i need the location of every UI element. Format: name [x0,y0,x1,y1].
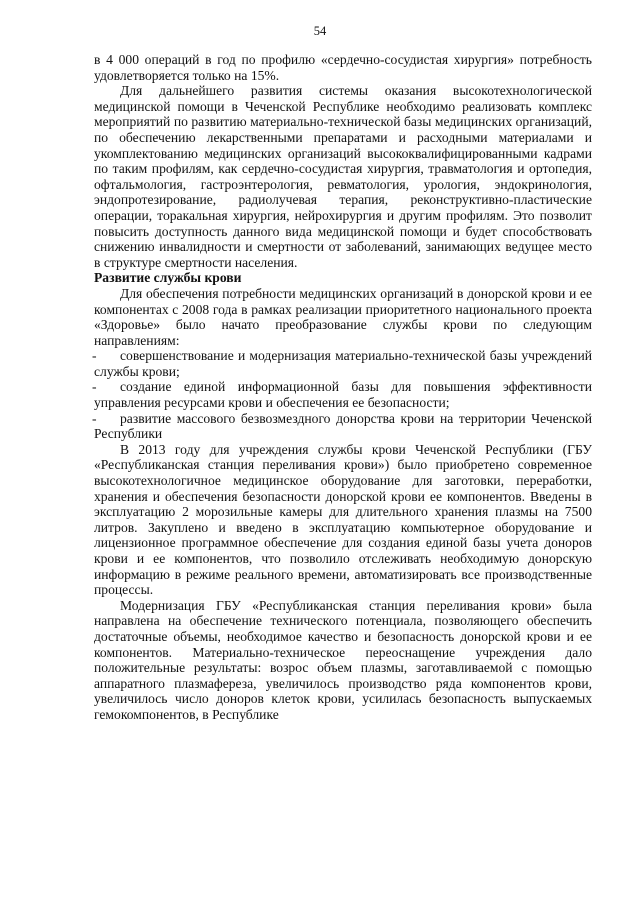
bullet-text: создание единой информационной базы для повышения эффективности управления ресурсами крови и обеспечения ее безопасности; [94,379,592,411]
paragraph-continuation: в 4 000 операций в год по профилю «сердечно-сосудистая хирургия» потребность удовлетворяется только на 15%. [94,52,592,83]
bullet-dash: - [92,348,97,364]
paragraph-modernization: Модернизация ГБУ «Республиканская станция переливания крови» была направлена на обеспечение технического потенциала, позволяющего обеспечить достаточные объемы, необходимое качество и безопасность донорской крови и ее компонентов. Материально-техническое переоснащение учреждения дало положительные результаты: возрос объем плазмы, заготавливаемой с помощью аппаратного плазмафереза, увеличилось производство ряда компонентов крови, увеличилось число доноров клеток крови, усилилась безопасность выпускаемых гемокомпонентов, в Республике [94,597,592,722]
page-body [94,52,592,723]
bullet-text: развитие массового безвозмездного донорства крови на территории Чеченской Республики [94,410,592,442]
page-number: 54 [313,24,327,38]
bullet-dash: - [92,379,97,395]
bullet-item [94,379,592,410]
bullet-item [94,348,592,379]
paragraph-intro: Для обеспечения потребности медицинских организаций в донорской крови и ее компонентах с 2008 года в рамках реализации приоритетного национального проекта «Здоровье» было начато преобразование службы крови по следующим направлениям: [94,285,592,348]
bullet-dash: - [92,410,97,426]
bullet-text: совершенствование и модернизация материально-технической базы учреждений службы крови; [94,348,592,379]
bullet-item [94,411,592,442]
paragraph-2013: В 2013 году для учреждения службы крови Чеченской Республики (ГБУ «Республиканская станция переливания крови») было приобретено современное высокотехнологичное медицинское оборудование для заготовки, переработки, хранения и обеспечения безопасности донорской крови ее компонентов. Введены в эксплуатацию 2 морозильные камеры для длительного хранения плазмы на 7500 литров. Закуплено и введено в эксплуатацию компьютерное оборудование и лицензионное программное обеспечение для создания единой базы учета доноров крови и ее компонентов, что позволило отслеживать необходимую донорскую информацию в режиме реального времени, автоматизировать все производственные процессы. [94,441,592,598]
section-heading: Развитие службы крови [94,270,242,286]
paragraph-development: Для дальнейшего развития системы оказания высокотехнологической медицинской помощи в Чеченской Республике необходимо реализовать комплекс мероприятий по развитию материально-технической базы медицинских организаций, по обеспечению лекарственными препаратами и расходными материалами и укомплектованию медицинских организаций высококвалифицированными кадрами по таким профилям, как сердечно-сосудистая хирургия, травматология и ортопедия, офтальмология, гастроэнтерология, ревматология, урология, эндокринология, эндопротезирование, радиолучевая терапия, реконструктивно-пластические операции, торакальная хирургия, нейрохирургия и другим профилям. Это позволит повысить доступность данного вида медицинской помощи и будет способствовать снижению инвалидности и смертности от заболеваний, занимающих ведущее место в структуре смертности населения. [94,83,592,270]
